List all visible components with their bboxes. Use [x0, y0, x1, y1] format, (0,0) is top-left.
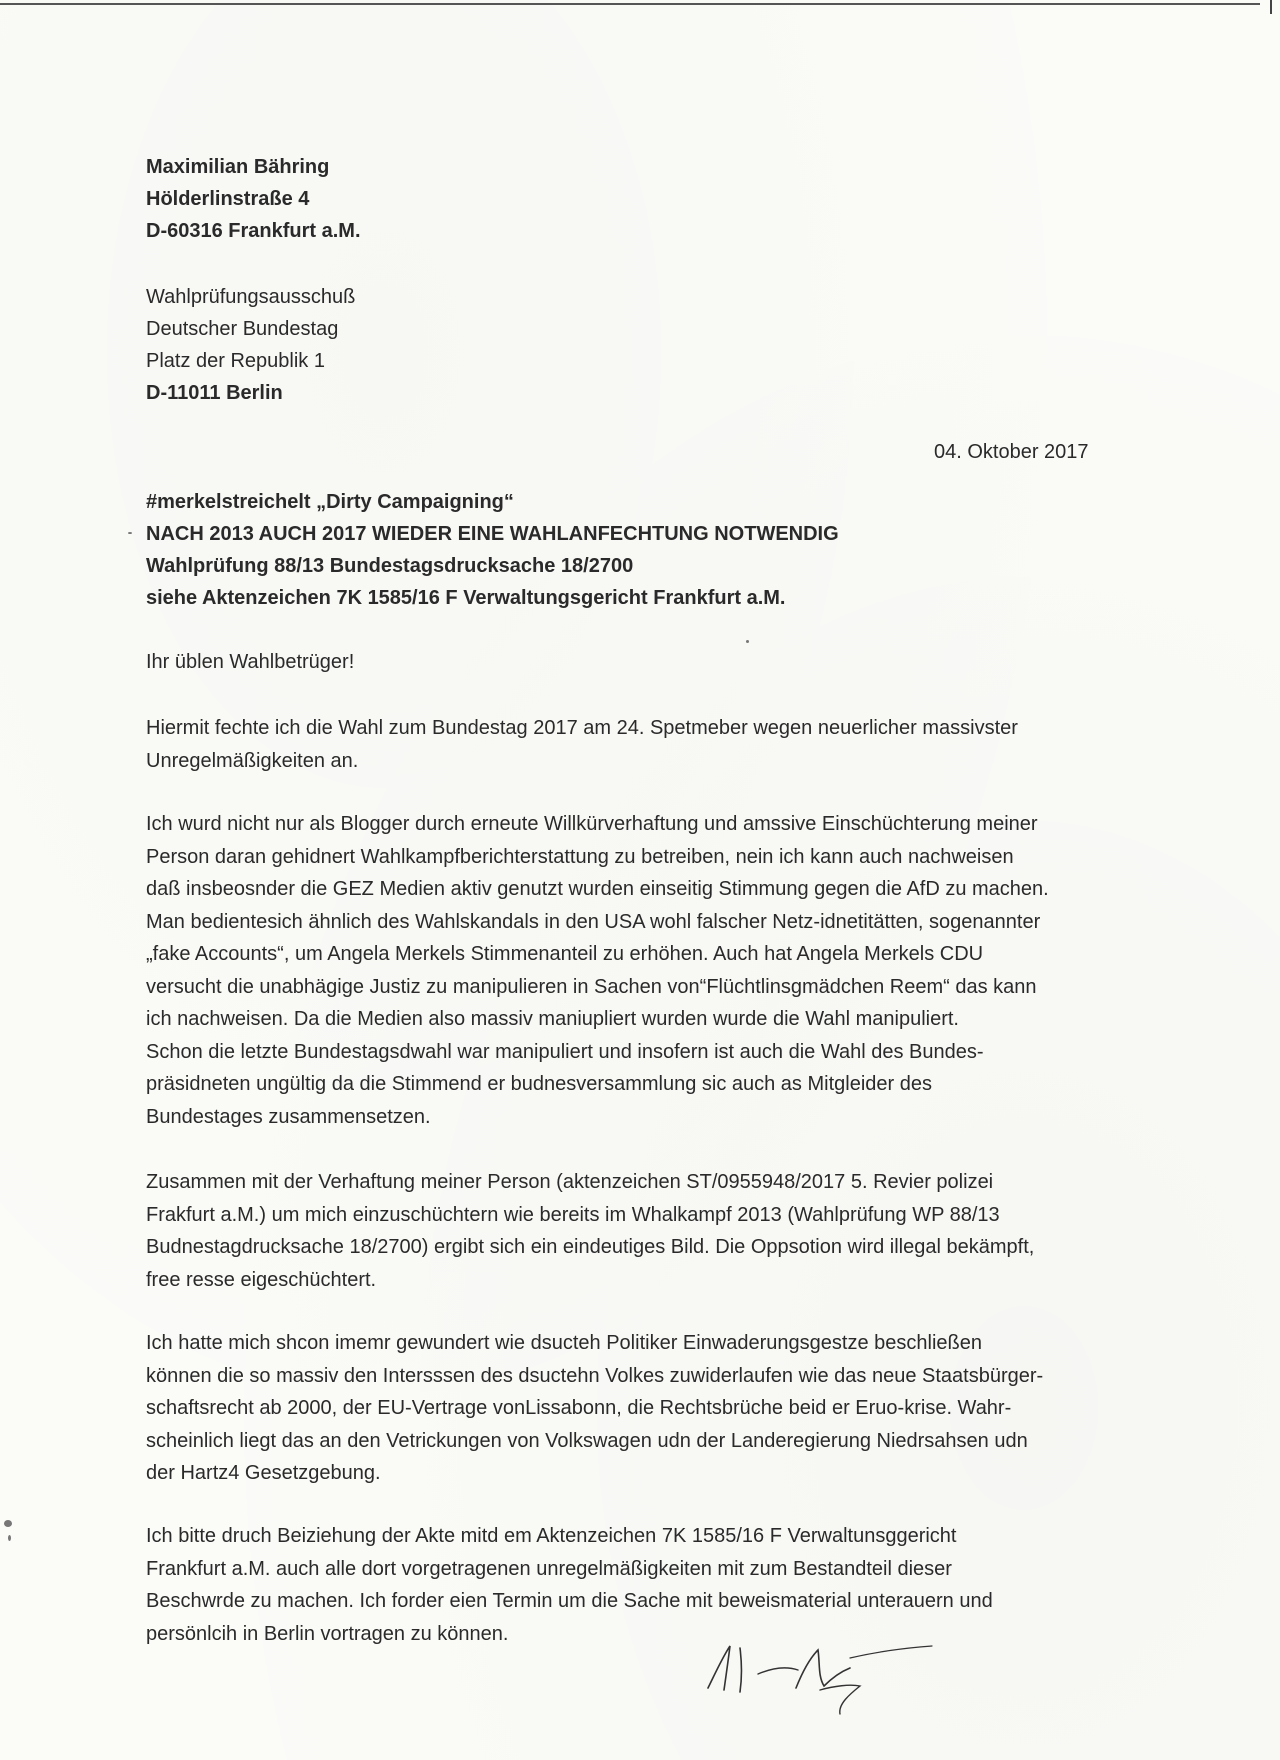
recipient-line-2: Deutscher Bundestag: [146, 318, 339, 340]
scan-speck: [8, 1535, 11, 1541]
scan-speck: [4, 1520, 12, 1527]
scan-speck: [746, 640, 749, 643]
body-paragraph-3: [146, 1166, 1034, 1296]
sender-city: D-60316 Frankfurt a.M.: [146, 220, 361, 242]
body-paragraph-4: [146, 1327, 1043, 1490]
recipient-address: [146, 281, 355, 409]
body-paragraph-1: [146, 712, 1018, 777]
paragraph-line: Frankfurt a.M. auch alle dort vorgetragenen unregelmäßigkeiten mit zum Bestandteil dieser: [146, 1557, 952, 1580]
salutation: Ihr üblen Wahlbetrüger!: [146, 651, 355, 673]
paragraph-line: Person daran gehidnert Wahlkampfberichterstattung zu betreiben, nein ich kann auch nachweisen: [146, 845, 1014, 868]
subject-line-1: #merkelstreichelt „Dirty Campaigning“: [146, 491, 514, 513]
paragraph-line: „fake Accounts“, um Angela Merkels Stimmenanteil zu erhöhen. Auch hat Angela Merkels CDU: [146, 943, 984, 965]
paragraph-line: Budnestagdrucksache 18/2700) ergibt sich ein eindeutiges Bild. Die Oppsotion wird illegal bekämpft,: [146, 1236, 1035, 1258]
scan-speck: [128, 532, 132, 534]
recipient-line-4: D-11011 Berlin: [146, 382, 283, 404]
paragraph-line: versucht die unabhägige Justiz zu manipulieren in Sachen von“Flüchtlinsgmädchen Reem“ das kann: [146, 975, 1037, 998]
paragraph-line: Schon die letzte Bundestagsdwahl war manipuliert und insofern ist auch die Wahl des Bundes-: [146, 1040, 984, 1063]
paragraph-line: können die so massiv den Intersssen des dsuctehn Volkes zuwiderlaufen wie das neue Staatsbürger-: [146, 1364, 1044, 1387]
paragraph-line: Ich hatte mich shcon imemr gewundert wie dsucteh Politiker Einwaderungsgestze beschließen: [146, 1332, 982, 1354]
sender-name: Maximilian Bähring: [146, 156, 330, 178]
scan-edge-mark: [1270, 0, 1272, 14]
paragraph-line: Unregelmäßigkeiten an.: [146, 749, 359, 772]
body-paragraph-2: [146, 808, 1049, 1133]
paragraph-line: Hiermit fechte ich die Wahl zum Bundestag 2017 am 24. Spetmeber wegen neuerlicher massivster: [146, 717, 1018, 739]
paragraph-line: Bundestages zusammensetzen.: [146, 1105, 431, 1128]
subject-block: [146, 486, 839, 614]
sender-street: Hölderlinstraße 4: [146, 188, 310, 210]
paragraph-line: Ich wurd nicht nur als Blogger durch erneute Willkürverhaftung und amssive Einschüchterung meiner: [146, 813, 1038, 835]
subject-line-4: siehe Aktenzeichen 7K 1585/16 F Verwaltungsgericht Frankfurt a.M.: [146, 587, 786, 609]
paragraph-line: free resse eigeschüchtert.: [146, 1268, 377, 1291]
scan-top-border: [0, 3, 1260, 5]
subject-line-3: Wahlprüfung 88/13 Bundestagsdrucksache 18/2700: [146, 555, 634, 577]
paragraph-line: ich nachweisen. Da die Medien also massiv maniupliert wurden wurde die Wahl manipuliert.: [146, 1008, 959, 1030]
paragraph-line: scheinlich liegt das an den Vetrickungen von Volkswagen udn der Landeregierung Niedrsahsen udn: [146, 1429, 1028, 1452]
subject-line-2: NACH 2013 AUCH 2017 WIEDER EINE WAHLANFECHTUNG NOTWENDIG: [146, 523, 839, 545]
recipient-line-3: Platz der Republik 1: [146, 350, 325, 372]
paragraph-line: schaftsrecht ab 2000, der EU-Vertrage vonLissabonn, die Rechtsbrüche beid er Eruo-krise. Wahr-: [146, 1397, 1012, 1419]
paragraph-line: persönlcih in Berlin vortragen zu können.: [146, 1622, 509, 1645]
paragraph-line: der Hartz4 Gesetzgebung.: [146, 1462, 381, 1484]
paragraph-line: daß insbeosnder die GEZ Medien aktiv genutzt wurden einseitig Stimmung gegen die AfD zu machen.: [146, 878, 1049, 900]
handwritten-signature: [700, 1628, 940, 1718]
paragraph-line: Zusammen mit der Verhaftung meiner Person (aktenzeichen ST/0955948/2017 5. Revier polizei: [146, 1171, 994, 1193]
recipient-line-1: Wahlprüfungsausschuß: [146, 286, 356, 308]
paragraph-line: Ich bitte druch Beiziehung der Akte mitd em Aktenzeichen 7K 1585/16 F Verwaltunsggericht: [146, 1525, 957, 1547]
paragraph-line: Frakfurt a.M.) um mich einzuschüchtern wie bereits im Whalkampf 2013 (Wahlprüfung WP 88/13: [146, 1203, 1000, 1226]
paragraph-line: Beschwrde zu machen. Ich forder eien Termin um die Sache mit beweismaterial unterauern und: [146, 1590, 993, 1612]
paragraph-line: präsidneten ungültig da die Stimmend er budnesversammlung sic auch as Mitgleider des: [146, 1073, 932, 1095]
sender-address: [146, 151, 361, 247]
paragraph-line: Man bedientesich ähnlich des Wahlskandals in den USA wohl falscher Netz-idnetitätten, sogenannter: [146, 910, 1041, 933]
letter-date: 04. Oktober 2017: [934, 441, 1089, 463]
